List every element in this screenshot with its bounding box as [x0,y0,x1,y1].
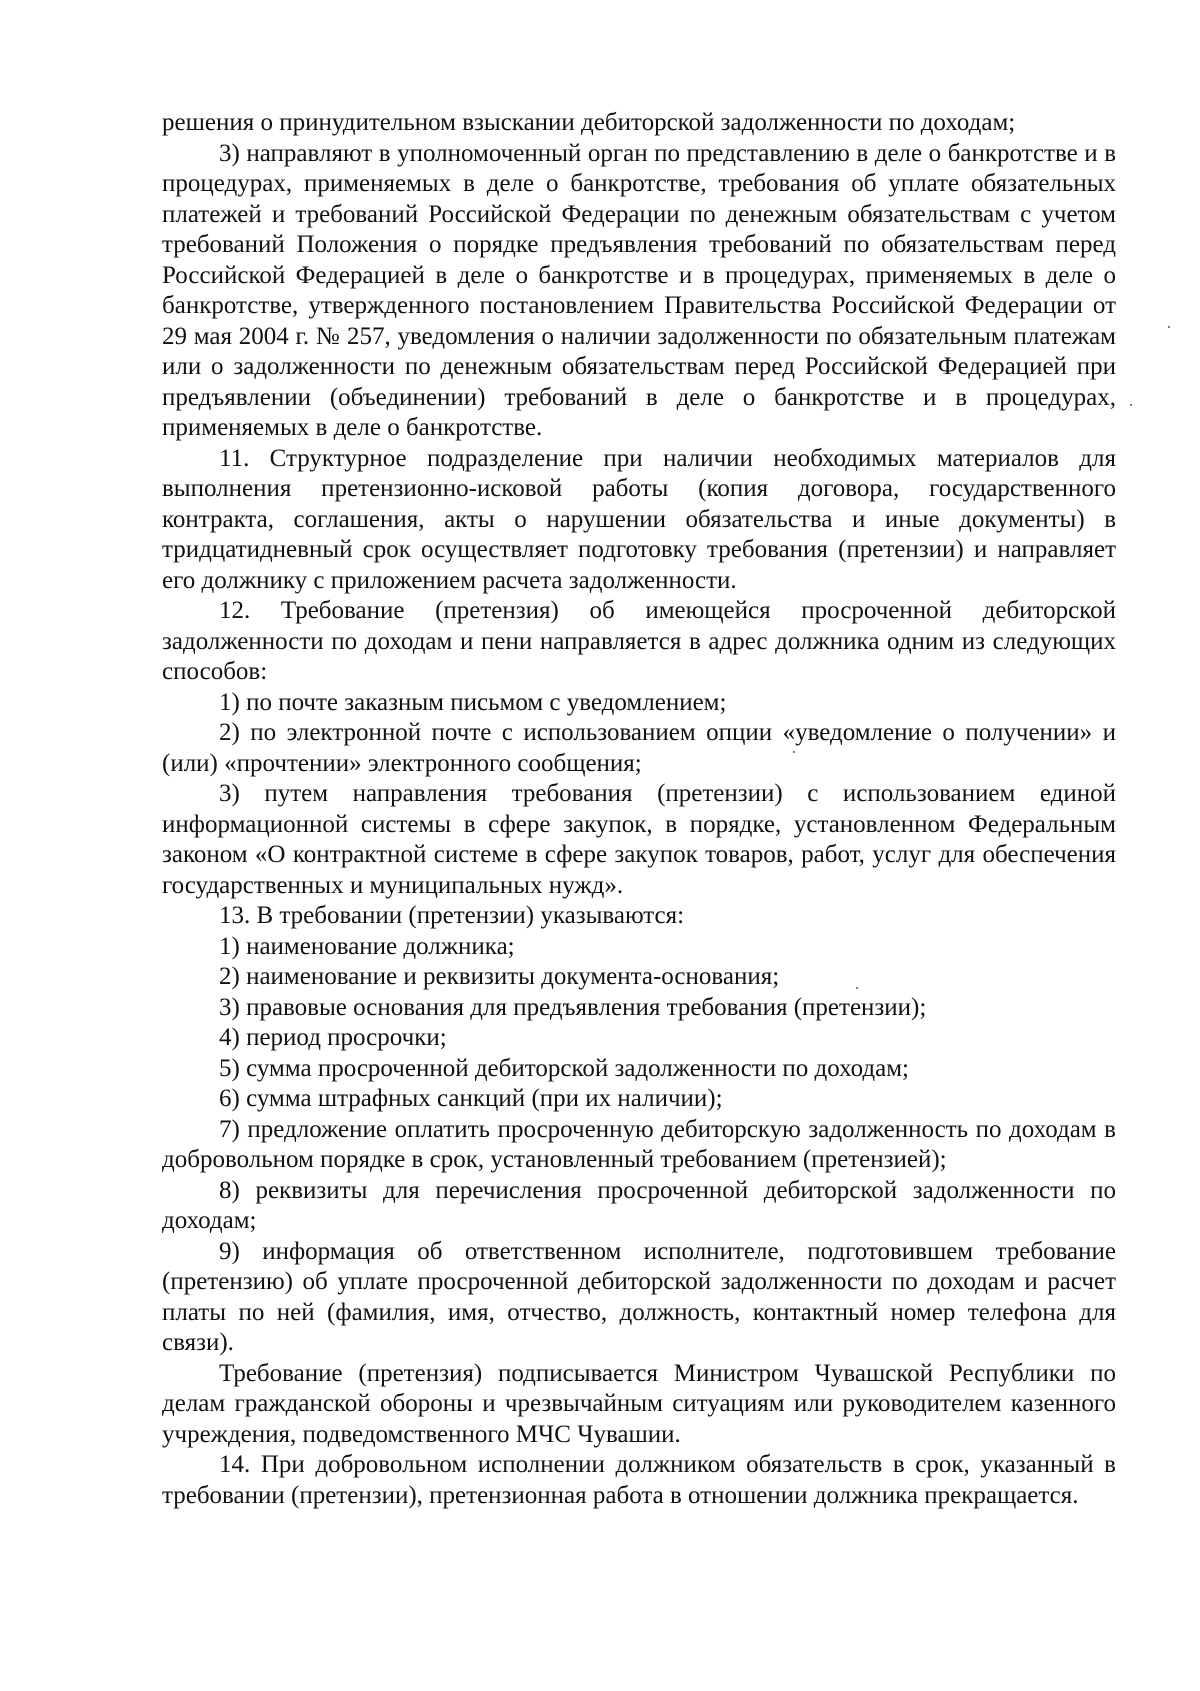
list-item-penalties: 6) сумма штрафных санкций (при их наличии); [219,1085,723,1112]
list-item-email: 2) по электронной почте с использованием опции «уведомление о получении» и (или) «прочтении» электронного сообщения; [162,719,1116,777]
paragraph-clause-11: 11. Структурное подразделение при наличии необходимых материалов для выполнения претензионно-исковой работы (копия договора, государственного контракта, соглашения, акты о нарушении обязательства и иные документы) в тридцатидневный срок осуществляет подготовку требования (претензии) и направляет его должнику с приложением расчета задолженности. [162,444,1116,594]
list-item-legal-grounds: 3) правовые основания для предъявления требования (претензии); [219,993,927,1021]
list-item-document-details: 2) наименование и реквизиты документа-основания; [219,963,780,990]
list-item-eis: 3) путем направления требования (претензии) с использованием единой информационной системы в сфере закупок, в порядке, установленном Федеральным законом «О контрактной системе в сфере закупок товаров, работ, услуг для обеспечения государственных и муниципальных нужд». [162,780,1116,899]
paragraph-clause-12: 12. Требование (претензия) об имеющейся просроченной дебиторской задолженности по доходам и пени направляется в адрес должника одним из следующих способов: [162,597,1116,685]
document-body [162,108,1116,1511]
paragraph-signatory: Требование (претензия) подписывается Министром Чувашской Республики по делам гражданской обороны и чрезвычайным ситуациям или руководителем казенного учреждения, подведомственного МЧС Чувашии. [162,1359,1116,1448]
list-item-debt-amount: 5) сумма просроченной дебиторской задолженности по доходам; [219,1054,909,1082]
paragraph-continuation: решения о принудительном взыскании дебиторской задолженности по доходам; [162,109,1016,136]
scan-speck [856,987,858,989]
paragraph-clause-14: 14. При добровольном исполнении должником обязательств в срок, указанный в требовании (претензии), претензионная работа в отношении должника прекращается. [162,1451,1116,1509]
list-item-overdue-period: 4) период просрочки; [219,1024,447,1051]
scan-speck [1130,404,1132,406]
list-item-payment-details: 8) реквизиты для перечисления просроченной дебиторской задолженности по доходам; [162,1176,1116,1234]
scan-speck [1168,326,1170,328]
scan-speck [793,751,795,753]
paragraph-clause-13: 13. В требовании (претензии) указываются: [219,902,685,929]
list-item-executor-info: 9) информация об ответственном исполнителе, подготовившем требование (претензию) об уплате просроченной дебиторской задолженности по доходам и расчет платы по ней (фамилия, имя, отчество, должность, контактный номер телефона для связи). [162,1237,1116,1356]
list-item-payment-offer: 7) предложение оплатить просроченную дебиторскую задолженность по доходам в добровольном порядке в срок, установленный требованием (претензией); [162,1115,1116,1173]
list-item-mail: 1) по почте заказным письмом с уведомлением; [219,688,727,716]
paragraph-item-3-bankruptcy: 3) направляют в уполномоченный орган по представлению в деле о банкротстве и в процедурах, применяемых в деле о банкротстве, требования об уплате обязательных платежей и требований Российской Федерации по денежным обязательствам с учетом требований Положения о порядке предъявления требований по обязательствам перед Российской Федерацией в деле о банкротстве и в процедурах, применяемых в деле о банкротстве, утвержденного постановлением Правительства Российской Федерации от 29 мая 2004 г. № 257, уведомления о наличии задолженности по обязательным платежам или о задолженности по денежным обязательствам перед Российской Федерацией при предъявлении (объединении) требований в деле о банкротстве и в процедурах, применяемых в деле о банкротстве. [162,139,1116,441]
list-item-debtor-name: 1) наименование должника; [219,932,515,960]
